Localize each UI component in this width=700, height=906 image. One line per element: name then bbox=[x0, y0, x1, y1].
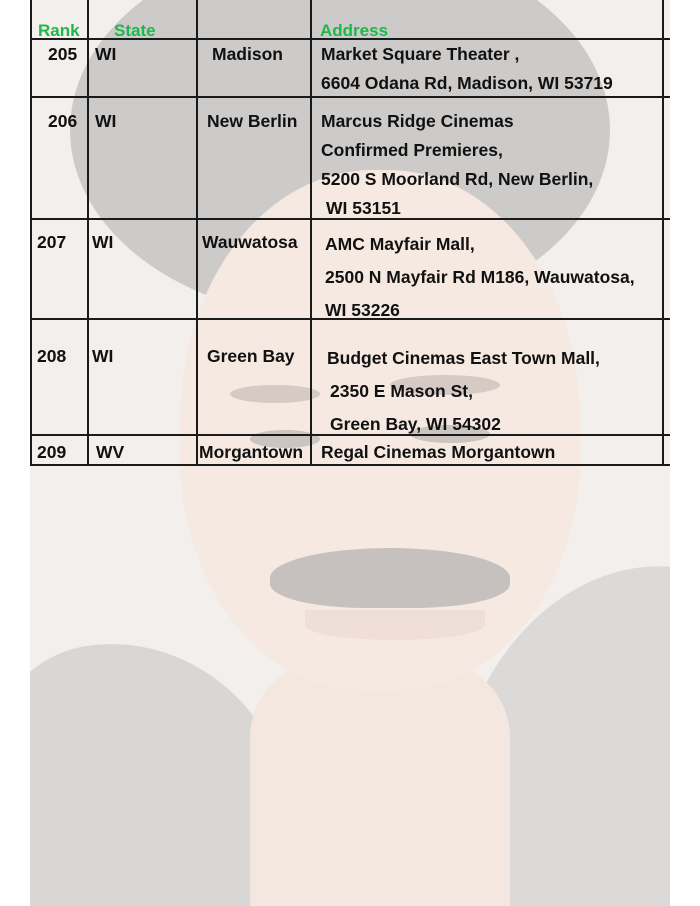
header-rank: Rank bbox=[38, 21, 80, 40]
cell-city: Green Bay bbox=[207, 346, 295, 366]
cell-city: New Berlin bbox=[207, 111, 298, 131]
address-line: Budget Cinemas East Town Mall, bbox=[327, 348, 600, 368]
cell-state: WV bbox=[96, 442, 125, 462]
cell-rank: 209 bbox=[37, 442, 67, 462]
cell-rank: 206 bbox=[48, 111, 78, 131]
address-line: 2350 E Mason St, bbox=[330, 381, 473, 401]
cell-state: WI bbox=[92, 232, 114, 252]
address-line: Confirmed Premieres, bbox=[321, 140, 503, 160]
cell-rank: 208 bbox=[37, 346, 67, 366]
address-line: 6604 Odana Rd, Madison, WI 53719 bbox=[321, 73, 613, 93]
cell-address bbox=[325, 228, 635, 327]
cell-rank: 207 bbox=[37, 232, 67, 252]
cell-address bbox=[321, 40, 613, 98]
address-line: AMC Mayfair Mall, bbox=[325, 234, 475, 254]
table-border-right bbox=[662, 0, 664, 466]
cell-address bbox=[327, 342, 600, 441]
cell-address bbox=[321, 438, 555, 467]
cell-state: WI bbox=[95, 44, 117, 64]
address-line: Green Bay, WI 54302 bbox=[330, 414, 501, 434]
address-line: 5200 S Moorland Rd, New Berlin, bbox=[321, 169, 594, 189]
cell-state: WI bbox=[92, 346, 114, 366]
cell-address bbox=[321, 107, 593, 223]
cell-city: Morgantown bbox=[199, 442, 304, 462]
address-line: Marcus Ridge Cinemas bbox=[321, 111, 514, 131]
address-line: Market Square Theater , bbox=[321, 44, 520, 64]
cell-city: Wauwatosa bbox=[202, 232, 298, 252]
header-address: Address bbox=[320, 21, 389, 40]
address-line: WI 53151 bbox=[326, 198, 401, 218]
table-border-left bbox=[30, 0, 32, 466]
cell-state: WI bbox=[95, 111, 117, 131]
column-divider-state bbox=[196, 0, 198, 466]
address-line: 2500 N Mayfair Rd M186, Wauwatosa, bbox=[325, 267, 635, 287]
column-divider-city bbox=[310, 0, 312, 466]
address-line: WI 53226 bbox=[325, 300, 400, 320]
header-state: State bbox=[114, 21, 156, 40]
cell-city: Madison bbox=[212, 44, 283, 64]
cell-rank: 205 bbox=[48, 44, 78, 64]
address-line: Regal Cinemas Morgantown bbox=[321, 442, 556, 462]
column-divider-rank bbox=[87, 0, 89, 466]
